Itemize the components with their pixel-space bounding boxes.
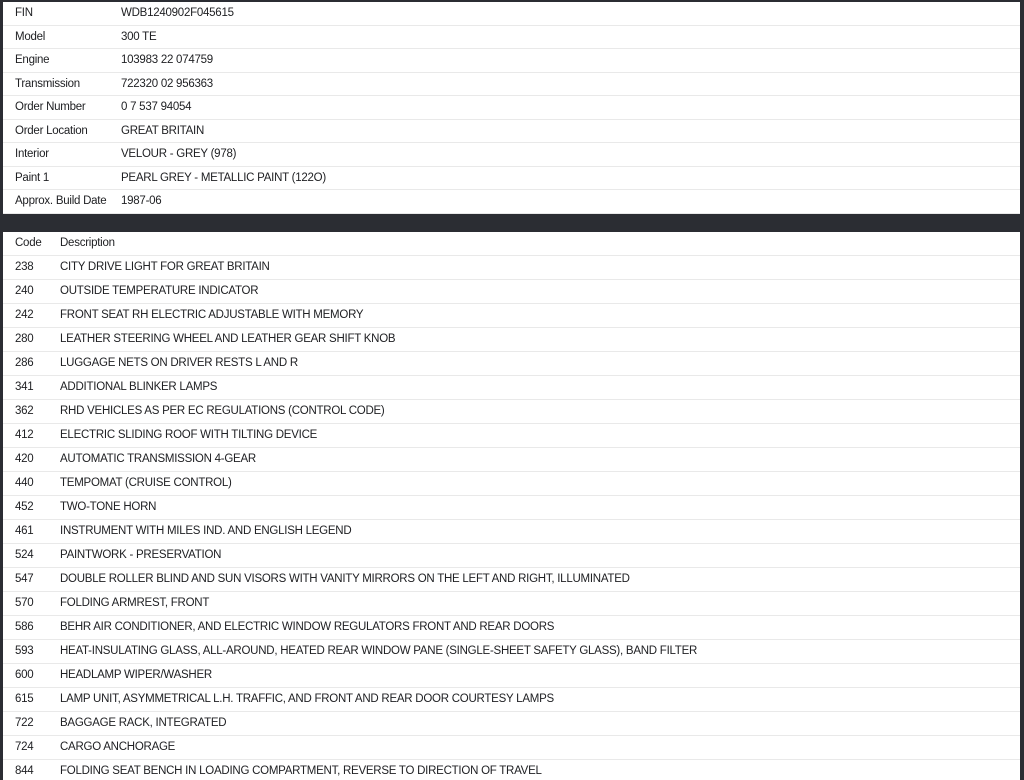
option-code: 452 bbox=[3, 495, 60, 519]
option-code: 547 bbox=[3, 567, 60, 591]
option-description: TEMPOMAT (CRUISE CONTROL) bbox=[60, 471, 1020, 495]
option-code-row bbox=[3, 711, 1020, 735]
section-divider-bar bbox=[3, 214, 1020, 232]
option-code-row bbox=[3, 447, 1020, 471]
option-description: CITY DRIVE LIGHT FOR GREAT BRITAIN bbox=[60, 255, 1020, 279]
option-description: LEATHER STEERING WHEEL AND LEATHER GEAR SHIFT KNOB bbox=[60, 327, 1020, 351]
option-code: 722 bbox=[3, 711, 60, 735]
option-description: FRONT SEAT RH ELECTRIC ADJUSTABLE WITH MEMORY bbox=[60, 303, 1020, 327]
option-description: ELECTRIC SLIDING ROOF WITH TILTING DEVICE bbox=[60, 423, 1020, 447]
option-code: 724 bbox=[3, 735, 60, 759]
option-code-row bbox=[3, 351, 1020, 375]
info-value: VELOUR - GREY (978) bbox=[121, 143, 1020, 167]
codes-header-row bbox=[3, 232, 1020, 256]
option-code: 615 bbox=[3, 687, 60, 711]
option-code-row bbox=[3, 255, 1020, 279]
option-description: HEADLAMP WIPER/WASHER bbox=[60, 663, 1020, 687]
info-label: Interior bbox=[3, 143, 121, 167]
option-code: 600 bbox=[3, 663, 60, 687]
option-description: TWO-TONE HORN bbox=[60, 495, 1020, 519]
option-code: 524 bbox=[3, 543, 60, 567]
option-code: 844 bbox=[3, 759, 60, 780]
option-code-row bbox=[3, 303, 1020, 327]
option-code-row bbox=[3, 471, 1020, 495]
vehicle-info-table bbox=[3, 2, 1020, 214]
option-code-row bbox=[3, 639, 1020, 663]
info-row bbox=[3, 166, 1020, 190]
info-row bbox=[3, 190, 1020, 214]
info-value: WDB1240902F045615 bbox=[121, 2, 1020, 25]
option-description: FOLDING SEAT BENCH IN LOADING COMPARTMENT, REVERSE TO DIRECTION OF TRAVEL bbox=[60, 759, 1020, 780]
info-value: 722320 02 956363 bbox=[121, 72, 1020, 96]
info-label: Order Number bbox=[3, 96, 121, 120]
option-code: 420 bbox=[3, 447, 60, 471]
option-code: 412 bbox=[3, 423, 60, 447]
option-code-row bbox=[3, 399, 1020, 423]
option-description: CARGO ANCHORAGE bbox=[60, 735, 1020, 759]
option-description: RHD VEHICLES AS PER EC REGULATIONS (CONTROL CODE) bbox=[60, 399, 1020, 423]
option-code-row bbox=[3, 543, 1020, 567]
option-description: ADDITIONAL BLINKER LAMPS bbox=[60, 375, 1020, 399]
info-label: Order Location bbox=[3, 119, 121, 143]
option-code-row bbox=[3, 615, 1020, 639]
option-code-row bbox=[3, 279, 1020, 303]
option-code: 461 bbox=[3, 519, 60, 543]
info-value: 0 7 537 94054 bbox=[121, 96, 1020, 120]
code-column-header: Code bbox=[3, 232, 60, 256]
option-code-row bbox=[3, 591, 1020, 615]
info-row bbox=[3, 2, 1020, 25]
info-value: PEARL GREY - METALLIC PAINT (122O) bbox=[121, 166, 1020, 190]
option-code: 586 bbox=[3, 615, 60, 639]
option-code: 280 bbox=[3, 327, 60, 351]
option-description: BAGGAGE RACK, INTEGRATED bbox=[60, 711, 1020, 735]
option-codes-table bbox=[3, 232, 1020, 780]
option-description: DOUBLE ROLLER BLIND AND SUN VISORS WITH VANITY MIRRORS ON THE LEFT AND RIGHT, ILLUMINATED bbox=[60, 567, 1020, 591]
option-code: 238 bbox=[3, 255, 60, 279]
option-code: 593 bbox=[3, 639, 60, 663]
option-code: 440 bbox=[3, 471, 60, 495]
info-label: Transmission bbox=[3, 72, 121, 96]
info-row bbox=[3, 72, 1020, 96]
info-label: Paint 1 bbox=[3, 166, 121, 190]
option-description: FOLDING ARMREST, FRONT bbox=[60, 591, 1020, 615]
info-label: Approx. Build Date bbox=[3, 190, 121, 214]
option-description: INSTRUMENT WITH MILES IND. AND ENGLISH LEGEND bbox=[60, 519, 1020, 543]
info-row bbox=[3, 25, 1020, 49]
option-description: PAINTWORK - PRESERVATION bbox=[60, 543, 1020, 567]
info-label: FIN bbox=[3, 2, 121, 25]
option-code: 341 bbox=[3, 375, 60, 399]
info-label: Engine bbox=[3, 49, 121, 73]
description-column-header: Description bbox=[60, 232, 1020, 256]
option-description: OUTSIDE TEMPERATURE INDICATOR bbox=[60, 279, 1020, 303]
option-code-row bbox=[3, 663, 1020, 687]
option-code: 362 bbox=[3, 399, 60, 423]
info-row bbox=[3, 96, 1020, 120]
option-code-row bbox=[3, 567, 1020, 591]
info-label: Model bbox=[3, 25, 121, 49]
option-code: 286 bbox=[3, 351, 60, 375]
info-value: GREAT BRITAIN bbox=[121, 119, 1020, 143]
option-code-row bbox=[3, 687, 1020, 711]
option-code-row bbox=[3, 375, 1020, 399]
option-code-row bbox=[3, 735, 1020, 759]
option-code-row bbox=[3, 327, 1020, 351]
option-description: BEHR AIR CONDITIONER, AND ELECTRIC WINDOW REGULATORS FRONT AND REAR DOORS bbox=[60, 615, 1020, 639]
info-value: 103983 22 074759 bbox=[121, 49, 1020, 73]
option-description: HEAT-INSULATING GLASS, ALL-AROUND, HEATED REAR WINDOW PANE (SINGLE-SHEET SAFETY GLASS), BAND FILTER bbox=[60, 639, 1020, 663]
option-code: 240 bbox=[3, 279, 60, 303]
option-code-row bbox=[3, 423, 1020, 447]
option-description: LAMP UNIT, ASYMMETRICAL L.H. TRAFFIC, AND FRONT AND REAR DOOR COURTESY LAMPS bbox=[60, 687, 1020, 711]
info-row bbox=[3, 49, 1020, 73]
info-row bbox=[3, 143, 1020, 167]
option-code-row bbox=[3, 495, 1020, 519]
option-description: AUTOMATIC TRANSMISSION 4-GEAR bbox=[60, 447, 1020, 471]
option-description: LUGGAGE NETS ON DRIVER RESTS L AND R bbox=[60, 351, 1020, 375]
option-code-row bbox=[3, 519, 1020, 543]
info-value: 1987-06 bbox=[121, 190, 1020, 214]
info-row bbox=[3, 119, 1020, 143]
option-code: 570 bbox=[3, 591, 60, 615]
option-code: 242 bbox=[3, 303, 60, 327]
option-code-row bbox=[3, 759, 1020, 780]
info-value: 300 TE bbox=[121, 25, 1020, 49]
